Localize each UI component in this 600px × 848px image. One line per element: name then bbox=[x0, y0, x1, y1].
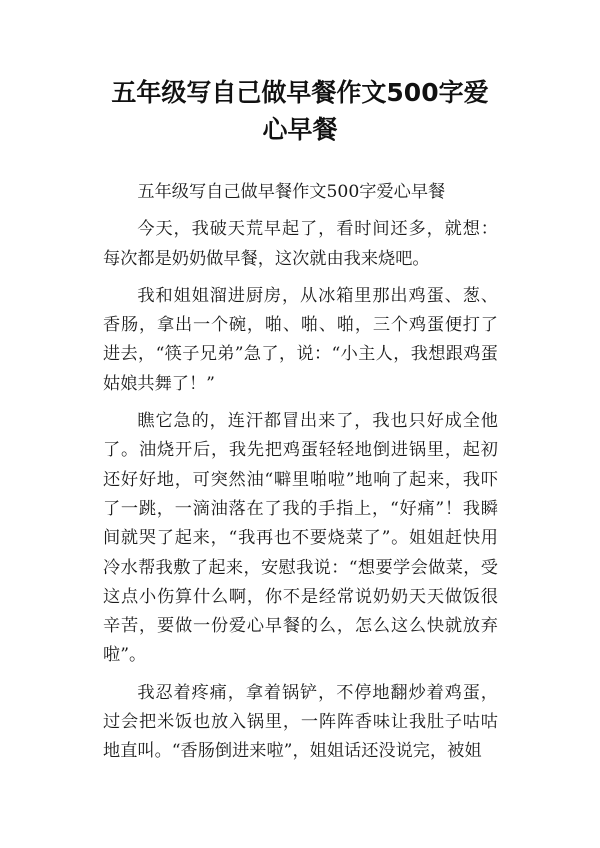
body-paragraph: 我忍着疼痛，拿着锅铲，不停地翻炒着鸡蛋，过会把米饭也放入锅里，一阵阵香味让我肚子咕咕地直叫。“香肠倒进来啦”，姐姐话还没说完，被姐 bbox=[103, 682, 498, 762]
body-paragraph: 今天，我破天荒早起了，看时间还多，就想：每次都是奶奶做早餐，这次就由我来烧吧。 bbox=[103, 219, 498, 269]
document-body bbox=[103, 178, 498, 775]
document-title: 五年级写自己做早餐作文500字爱心早餐 bbox=[111, 78, 489, 144]
body-paragraph: 五年级写自己做早餐作文500字爱心早餐 bbox=[137, 182, 446, 202]
body-paragraph: 瞧它急的，连汗都冒出来了，我也只好成全他了。油烧开后，我先把鸡蛋轻轻地倒进锅里，起初还好好地，可突然油“噼里啪啦”地响了起来，我吓了一跳，一滴油落在了我的手指上，“好痛”！我瞬间就哭了起来，“我再也不要烧菜了”。姐姐赶快用冷水帮我敷了起来，安慰我说：“想要学会做菜，受这点小伤算什么啊，你不是经常说奶奶天天做饭很辛苦，要做一份爱心早餐的么，怎么这么快就放弃啦”。 bbox=[103, 411, 498, 666]
body-paragraph: 我和姐姐溜进厨房，从冰箱里那出鸡蛋、葱、香肠，拿出一个碗，啪、啪、啪，三个鸡蛋便打了进去，“筷子兄弟”急了，说：“小主人，我想跟鸡蛋姑娘共舞了！” bbox=[103, 285, 498, 394]
